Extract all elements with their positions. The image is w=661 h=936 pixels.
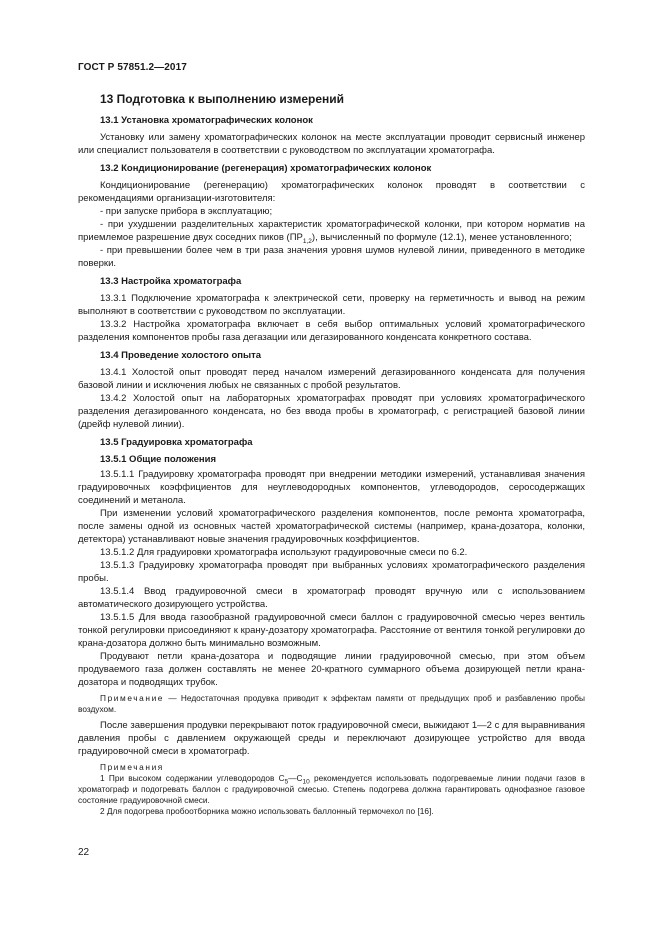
page-number: 22 xyxy=(78,847,90,858)
subsection-title-13-2: 13.2 Кондиционирование (регенерация) хроматографических колонок xyxy=(100,163,432,174)
note-item: 2 Для подогрева пробоотборника можно использовать баллонный термочехол по [16]. xyxy=(100,806,434,816)
page-content xyxy=(78,91,585,817)
note-item xyxy=(78,773,585,806)
list-item: - при превышении более чем в три раза значения уровня шумов нулевой линии, приведенного в методике поверки. xyxy=(78,245,585,269)
subsection-title-13-3: 13.3 Настройка хроматографа xyxy=(100,276,242,287)
subscript: 5 xyxy=(284,778,289,786)
subsection-title-13-1: 13.1 Установка хроматографических колонок xyxy=(100,115,313,126)
list-item: - при запуске прибора в эксплуатацию; xyxy=(100,206,273,217)
paragraph: 13.5.1.5 Для ввода газообразной градуировочной смеси баллон с градуировочной смесью через вентиль тонкой регулировки присоединяют к крану-дозатору хроматографа. Расстояние от вентиля тонкой регулировки до крана-дозатора должно быть минимально возможным. xyxy=(78,612,585,649)
paragraph: 13.3.1 Подключение хроматографа к электрической сети, проверку на герметичность и вывод на режим выполняют в соответствии с руководством по эксплуатации. xyxy=(78,293,585,317)
paragraph: После завершения продувки перекрывают поток градуировочной смеси, выжидают 1—2 с для выравнивания давления пробы с давлением окружающей среды и переключают дозирующее устройство для ввода градуировочной смеси в хроматограф. xyxy=(78,720,585,757)
subsection-title-13-5-1: 13.5.1 Общие положения xyxy=(100,454,216,465)
note-item-text: рекомендуется использовать подогреваемые линии подачи газов в хроматограф и подогревать баллон с градуировочной смесью. Степень подогрева должна гарантировать однофазное газовое состояние градуировочной смеси. xyxy=(78,773,586,805)
note-text: — Недостаточная продувка приводит к эффектам памяти от предыдущих проб и разбавлению пробы воздухом. xyxy=(78,693,585,714)
paragraph: Кондиционирование (регенерацию) хроматографических колонок проводят в соответствии с рекомендациями организации-изготовителя: xyxy=(78,180,585,204)
paragraph: 13.3.2 Настройка хроматографа включает в себя выбор оптимальных условий хроматографического разделения компонентов пробы газа дегазации или дегазированного конденсата конкретного состава. xyxy=(78,319,585,343)
subsection-title-13-5: 13.5 Градуировка хроматографа xyxy=(100,437,253,448)
subsection-title-13-4: 13.4 Проведение холостого опыта xyxy=(100,350,262,361)
paragraph: 13.5.1.3 Градуировку хроматографа проводят при выбранных условиях хроматографического разделения пробы. xyxy=(78,560,585,584)
paragraph: При изменении условий хроматографического разделения компонентов, после ремонта хроматографа, после замены одной из основных частей хроматографической системы (например, крана-дозатора, колонки, детектора) устанавливают новые значения градуировочных коэффициентов. xyxy=(78,508,585,545)
paragraph: Продувают петли крана-дозатора и подводящие линии градуировочной смесью, при этом объем продуваемого газа должен составлять не менее 20-кратного суммарного объема дозирующей петли крана-дозатора и подводящих трубок. xyxy=(78,651,585,688)
notes-label: Примечания xyxy=(100,762,164,772)
note-item-text: —С xyxy=(288,773,303,783)
list-item-text: - при ухудшении разделительных характеристик хроматографической колонки, при котором норматив на приемлемое разрешение двух соседних пиков (ПР xyxy=(78,219,585,243)
paragraph: 13.4.2 Холостой опыт на лабораторных хроматографах проводят при условиях хроматографического разделения дегазированного конденсата, но без ввода пробы в хроматограф, с регистрацией базовой линии (дрейф нулевой линии). xyxy=(78,393,585,430)
note xyxy=(78,693,585,715)
section-title: 13 Подготовка к выполнению измерений xyxy=(100,92,345,106)
note-label: Примечание xyxy=(100,693,165,703)
list-item-text: ), вычисленный по формуле (12.1), менее установленного; xyxy=(311,232,572,243)
paragraph: 13.5.1.2 Для градуировки хроматографа используют градуировочные смеси по 6.2. xyxy=(100,547,468,558)
subscript: 10 xyxy=(302,778,310,786)
paragraph: 13.5.1.1 Градуировку хроматографа проводят при внедрении методики измерений, устанавливая значения градуировочных коэффициентов для неуглеводородных компонентов, углеводородов, серосодержащих соединений и метанола. xyxy=(78,469,585,506)
list-item xyxy=(78,218,585,244)
subscript: 1,2 xyxy=(302,237,312,245)
paragraph: Установку или замену хроматографических колонок на месте эксплуатации проводит сервисный инженер или специалист пользователя в соответствии с руководством по эксплуатации хроматографа. xyxy=(78,132,585,156)
paragraph: 13.5.1.4 Ввод градуировочной смеси в хроматограф проводят вручную или с использованием автоматического дозирующего устройства. xyxy=(78,586,585,610)
standard-header: ГОСТ Р 57851.2—2017 xyxy=(78,62,187,73)
note-item-text: 1 При высоком содержании углеводородов С xyxy=(100,773,285,783)
paragraph: 13.4.1 Холостой опыт проводят перед началом измерений дегазированного конденсата для получения базовой линии и исключения любых не связанных с пробой результатов. xyxy=(78,367,585,391)
